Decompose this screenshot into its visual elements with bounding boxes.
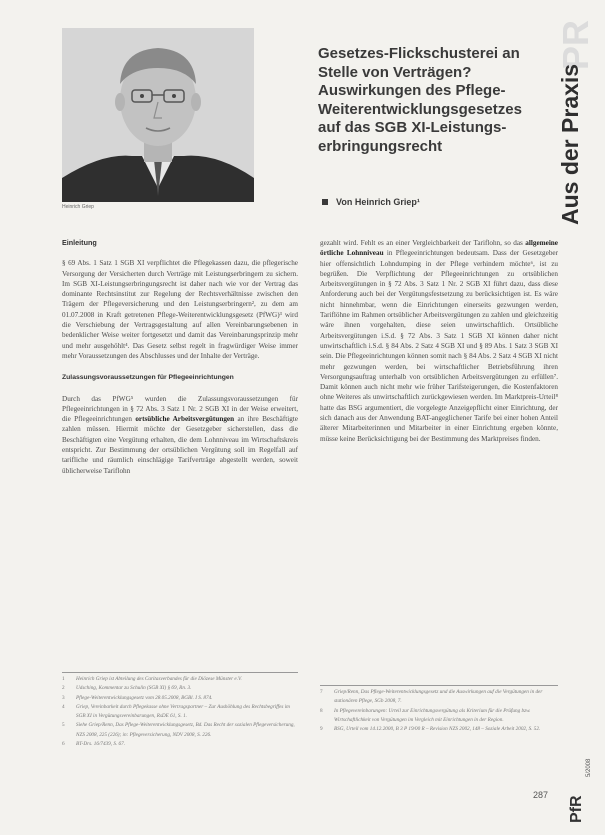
footnote-number: 6 (62, 741, 65, 748)
bullet-square-icon (322, 199, 328, 205)
author-portrait-image (62, 28, 254, 202)
footnote (320, 707, 558, 726)
footnote-number: 1 (62, 676, 65, 682)
footnote (62, 675, 298, 684)
left-column (62, 238, 298, 476)
footnote-number: 3 (62, 694, 65, 701)
section-heading: Zulassungsvoraussetzungen für Pflegeeinrichtungen (62, 374, 234, 382)
footnote-text: BSG, Urteil vom 14.12.2000, B 3 P 19/00 R – Revision NZS 2002, 148 – Soziale Arbeit 2002, S. 52. (334, 726, 541, 733)
section-label-text: Aus der Praxis (557, 63, 583, 225)
title-line: erbringungsrecht (318, 137, 443, 155)
footnote-number: 2 (62, 685, 65, 692)
article-title (318, 45, 548, 156)
footnote-number: 8 (320, 707, 323, 714)
page-number: 287 (533, 790, 549, 800)
footnote-divider (62, 672, 298, 673)
section-label (555, 19, 596, 230)
section-logo-watermark: PR (555, 19, 596, 70)
body-paragraph (320, 238, 558, 444)
section-heading: Einleitung (62, 238, 97, 247)
text-run: an ihre Beschäftigte zahlen müssen. Hiermit möchte der Gesetzgeber sicherstellen, dass die Beschäftigten eine Vergütung erhalten, die dem Lohnniveau im Wirtschaftskreis entspricht. Zur Bestimmung der ortsüblichen Vergütung soll im Regelfall auf tarifliche und räumlich einschlägige Tarifverträge abgestellt werden, soweit üblicherweise Tariflohn (62, 415, 298, 475)
footnote (62, 694, 298, 703)
journal-brand (568, 745, 598, 825)
footnote-divider (320, 685, 558, 686)
text-run: in Pflegeeinrichtungen bedeutsam. Dass der Gesetzgeber hier offensichtlich Lohndumping in der Pflege verhindern möchte⁶, ist zu begrüßen. Die Verpflichtung der Pflegeeinrichtungen zu ortsüblichen Arbeitsvergütungen in § 72 Abs. 3 Satz 1 Nr. 2 SGB XI führt dazu, dass diese Anforderung auch bei der Vergütungsfestsetzung zu berücksichtigen ist. Es wäre nicht hinnehmbar, wenn die Einrichtungen einerseits gezwungen werden, Tariflöhne im Rahmen ortsüblicher Arbeitsvergütungen zu zahlen und gleichzeitig wäre ihnen vorgehalten, diese seien unwirtschaftlich. Ortsübliche Arbeitsvergütungen i.S.d. § 72 Abs. 3 Satz 1 SGB XI können daher nicht unwirtschaftlich i.S.d. § 84 Abs. 2 Satz 4 SGB XI und § 89 Abs. 1 Satz 3 SGB XI sein. Die Pflegeeinrichtungen können somit nach § 84 Abs. 2 Satz 4 SGB XI nicht mehr gezwungen werden, bei wirtschaftlicher Betriebsführung ihren Versorgungsauftrag unterhalb von ortsüblichen Arbeitsvergütungen zu erfüllen⁷. Damit können auch nicht mehr wie früher Tarifsteigerungen, die Kostenfaktoren ohne Weiteres als unwirtschaftlich zurückgewiesen werden. Im Marktpreis-Urteil⁸ hatte das BSG argumentiert, die vorgelegte Anzeigepflicht einer Einrichtung, der sich danach aus der Anwendung BAT-angeglichener Tarife bei einer hohen Anteil älterer Mitarbeiterinnen und Mitarbeiter in einer Einrichtung ergeben könnte, müsse keine Berücksichtigung bei der Bestimmung des Marktpreises finden. (320, 249, 558, 443)
footnote-text: BT-Drs. 16/7439, S. 67. (76, 741, 126, 748)
footnote (62, 684, 298, 693)
footnote (62, 703, 298, 722)
footnotes-left (62, 675, 298, 749)
title-line: auf das SGB XI-Leistungs- (318, 119, 507, 136)
footnote-text: Griep, Vereinbarkeit durch Pflegekasse ohne Vertragspartner – Zur Aushöhlung des Rechtsbegriffes im SGB XI in Vergütungsvereinbarungen, RsDE 61, S. 1. (76, 703, 290, 720)
text-run: gezahlt wird. Fehlt es an einer Vergleichbarkeit der Tariflohn, so das (320, 239, 526, 247)
journal-logo: PfR (568, 795, 585, 823)
footnote (320, 688, 558, 707)
emphasis-text: allgemeine örtliche Lohnniveau (320, 239, 558, 258)
footnote-number: 7 (320, 689, 323, 695)
footnote-text: In Pflegevereinbarungen: Urteil zur Einrichtungsvergütung als Kriterium für die Prüfung bzw. Wirtschaftlichkeit von Vergütungen im Vergleich mit Einrichtungen in der Region. (334, 707, 531, 723)
footnote-text: Siehe Griep/Renn, Das Pflege-Weiterentwicklungsgesetz, Bd. Das Recht der sozialen Pflegeversicherung, NZS 2008, 225 (226); in: Pflegeversicherung, NDV 2008, S. 226. (76, 722, 295, 738)
body-paragraph (62, 394, 298, 476)
title-line: Auswirkungen des Pflege- (318, 82, 506, 99)
footnote-text: Udsching, Kommentar zu Schulin (SGB XI) § 69, Rn. 3. (76, 685, 192, 692)
journal-issue: 5/2008 (586, 758, 592, 777)
footnote (320, 725, 558, 734)
right-column (320, 238, 558, 444)
title-line: Stelle von Verträgen? (318, 63, 472, 81)
author-byline (322, 197, 420, 207)
footnotes-right (320, 688, 558, 734)
footnote-text: Griep/Renn, Das Pflege-Weiterentwicklungsgesetz und die Auswirkungen auf die Vergütungen in der stationären Pflege, SGb 2008, 7. (334, 689, 543, 705)
photo-caption: Heinrich Griep (62, 204, 94, 210)
author-photo (62, 28, 254, 202)
emphasis-text: ortsübliche Arbeitsvergütungen (135, 415, 235, 424)
footnote-text: Pflege-Weiterentwicklungsgesetz vom 28.05.2008, BGBl. I S. 874. (76, 694, 213, 701)
text-run: Durch das PfWG⁵ wurden die Zulassungsvoraussetzungen für Pflegeeinrichtungen in § 72 Abs. 3 Satz 1 Nr. 2 SGB XI in der Weise erweitert, die Pflegeeinrichtungen (62, 394, 298, 424)
footnote-number: 5 (62, 722, 65, 729)
footnote (62, 721, 298, 740)
footnote-text: Heinrich Griep ist Abteilung des Caritasverbandes für die Diözese Münster e.V. (76, 676, 242, 682)
author-name: Von Heinrich Griep¹ (336, 197, 420, 207)
footnote-number: 4 (62, 703, 65, 710)
title-line: Weiterentwicklungsgesetzes (318, 100, 522, 118)
footnote (62, 740, 298, 749)
body-paragraph: § 69 Abs. 1 Satz 1 SGB XI verpflichtet die Pflegekassen dazu, die pflegerische Versorgung der Versicherten durch Verträge mit Leistungserbringern zu sichern. Im SGB XI-Leistungserbringungsrecht ist daher nach wie vor der Vertrag das dominante Rechtsinstitut zur Regelung der Rechtsverhältnisse zwischen den Trägern der Pflegeversicherung und den Leistungserbringern², zu dem am 01.07.2008 in Kraft getretenen Pflege-Weiterentwicklungsgesetz (PfWG)³ wird die Verschiebung der Vertragsgestaltung auf allen Vereinbarungsebenen in bedenklicher Weise weiter fortgesetzt und damit das Vereinbarungsprinzip mehr und mehr ausgehöhlt⁴. Das Gesetz selbst regelt in fragwürdiger Weise immer mehr Voraussetzungen des Abschlusses und der Inhalte der Verträge. (62, 259, 298, 360)
title-line: Gesetzes-Flickschusterei an (318, 45, 520, 62)
footnote-number: 9 (320, 726, 323, 733)
